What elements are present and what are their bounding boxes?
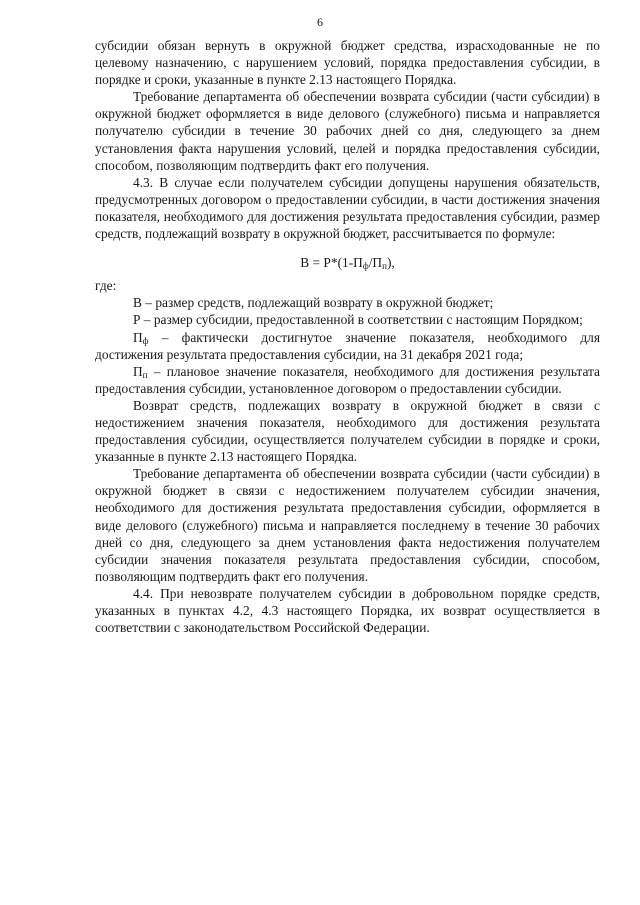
paragraph-requirement-letter: Требование департамента об обеспечении возврата субсидии (части субсидии) в окружной бюджет оформляется в виде делового (служебного) письма и направляется получателю субсидии в течение 30 рабочих дней со дня, следующего за днем установления факта нарушения условий, целей и порядка предоставления субсидии, способом, позволяющим подтвердить факт его получения. — [95, 89, 600, 173]
paragraph-4-3: 4.3. В случае если получателем субсидии допущены нарушения обязательств, предусмотренных договором о предоставлении субсидии, в части достижения значения показателя, необходимого для достижения результата предоставления субсидии, размер средств, подлежащий возврату в окружной бюджет, рассчитывается по формуле: — [95, 174, 600, 242]
formula-right: ), — [386, 255, 395, 271]
where-label: где: — [95, 278, 117, 294]
formula-sub-fact: ф — [362, 261, 369, 272]
definition-symbol: П — [133, 329, 143, 345]
definition-symbol: Р — [133, 312, 141, 328]
formula-sub-plan: п — [382, 261, 387, 272]
paragraph-requirement-underachievement: Требование департамента об обеспечении возврата субсидии (части субсидии) в окружной бюджет в связи с недостижением получателем субсидии значения, необходимого для достижения результата предоставления субсидии, оформляется в виде делового (служебного) письма и направляется последнему в течение 30 рабочих дней со дня, следующего за днем установления факта недостижения получателем субсидии значения показателя результата предоставления субсидии, способом, позволяющим подтвердить факт его получения. — [95, 466, 600, 584]
definition-text: – размер средств, подлежащий возврату в окружной бюджет; — [141, 295, 494, 311]
page-number: 6 — [317, 15, 323, 29]
definition-text: – плановое значение показателя, необходимого для достижения результата предоставления субсидии, установленное договором о предоставлении субсидии. — [95, 363, 600, 396]
definition-b — [95, 294, 600, 311]
paragraph-return-underachievement: Возврат средств, подлежащих возврату в окружной бюджет в связи с недостижением значения показателя, необходимого для достижения результата предоставления субсидии, осуществляется получателем субсидии в порядке и сроки, указанные в пункте 2.13 настоящего Порядка. — [95, 397, 600, 465]
definition-p-fact — [95, 329, 600, 363]
paragraph-4-4: 4.4. При невозврате получателем субсидии в добровольном порядке средств, указанных в пунктах 4.2, 4.3 настоящего Порядка, их возврат осуществляется в соответствии с законодательством Российской Федерации. — [95, 585, 600, 636]
definition-p-plan — [95, 363, 600, 397]
definition-text: – размер субсидии, предоставленной в соответствии с настоящим Порядком; — [140, 312, 583, 328]
definition-subscript: п — [142, 369, 148, 380]
document-body — [95, 37, 600, 636]
definition-subscript: ф — [142, 335, 149, 346]
formula-left: В = Р*(1-П — [300, 255, 363, 271]
paragraph-return-misuse: субсидии обязан вернуть в окружной бюджет средства, израсходованные не по целевому назначению, с нарушением условий, порядка предоставления субсидии, в порядке и сроки, указанные в пункте 2.13 настоящего Порядка. — [95, 38, 600, 88]
definition-symbol: П — [133, 363, 143, 379]
definition-text: – фактически достигнутое значение показателя, необходимого для достижения результата предоставления субсидии, на 31 декабря 2021 года; — [95, 329, 600, 362]
formula — [95, 254, 600, 271]
formula-slash: /П — [368, 255, 383, 271]
definition-symbol: В — [133, 295, 142, 311]
definition-r — [95, 311, 600, 328]
